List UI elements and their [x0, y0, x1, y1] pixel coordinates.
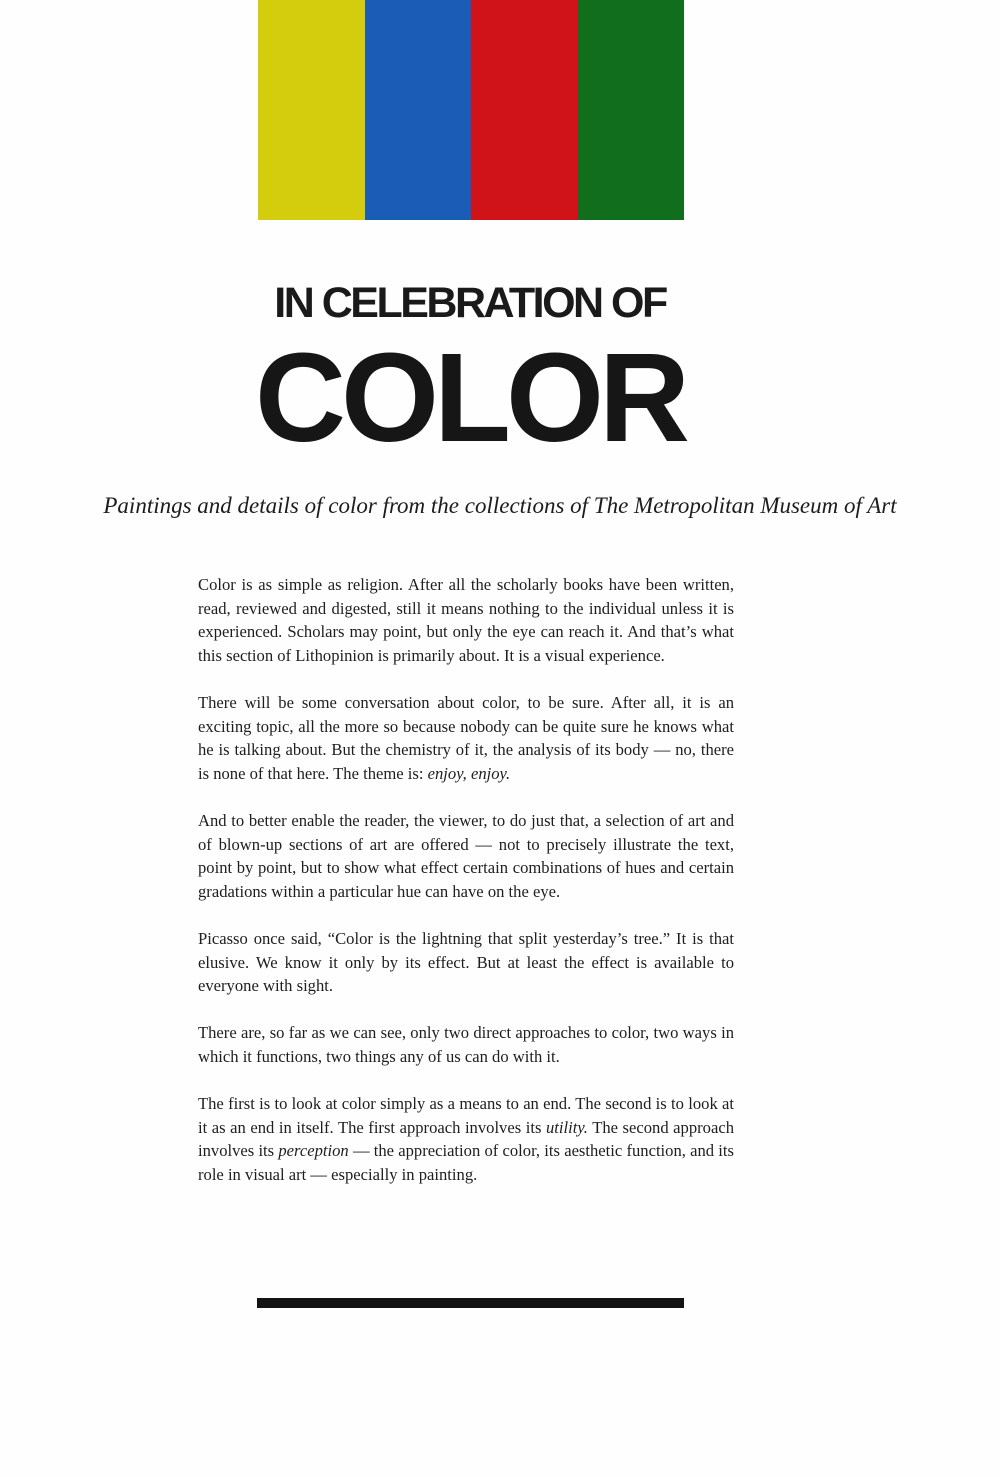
body-text: [198, 573, 734, 1210]
blue-bar: [365, 0, 472, 220]
paragraph-4: Picasso once said, “Color is the lightning that split yesterday’s tree.” It is that elusive. We know it only by its effect. But at least the effect is available to everyone with sight.: [198, 928, 734, 996]
subtitle: Paintings and details of color from the collections of The Metropolitan Museum of Art: [103, 493, 897, 518]
paragraph-6-text-c: — the appreciation of color, its aesthetic function, and its role in visual art — especially in painting.: [198, 1141, 734, 1184]
color-bars: [258, 0, 684, 220]
green-bar: [578, 0, 685, 220]
paragraph-2-emphasis: enjoy, enjoy.: [427, 763, 511, 783]
yellow-bar: [258, 0, 365, 220]
paragraph-1: Color is as simple as religion. After all the scholarly books have been written, read, reviewed and digested, still it means nothing to the individual unless it is experienced. Scholars may point, but only the eye can reach it. And that’s what this section of Lithopinion is primarily about. It is a visual experience.: [198, 575, 734, 665]
paragraph-6-text-b: The second approach involves its: [198, 1117, 734, 1161]
paragraph-6-emphasis-utility: utility.: [545, 1117, 588, 1137]
page-title: COLOR: [255, 327, 685, 468]
paragraph-6-emphasis-perception: perception: [278, 1141, 349, 1161]
paragraph-2-text: There will be some conversation about color, to be sure. After all, it is an exciting topic, all the more so because nobody can be quite sure he knows what he is talking about. But the chemistry of it, the analysis of its body — no, there is none of that here. The theme is:: [198, 692, 734, 783]
title-kicker: IN CELEBRATION OF: [274, 279, 666, 327]
red-bar: [471, 0, 578, 220]
paragraph-6-text-a: The first is to look at color simply as a means to an end. The second is to look at it as an end in itself. The first approach involves its: [198, 1094, 734, 1137]
paragraph-3: And to better enable the reader, the viewer, to do just that, a selection of art and of blown-up sections of art are offered — not to precisely illustrate the text, point by point, but to show what effect certain combinations of hues and certain gradations within a particular hue can have on the eye.: [198, 810, 734, 901]
paragraph-5: There are, so far as we can see, only two direct approaches to color, two ways in which it functions, two things any of us can do with it.: [198, 1023, 734, 1066]
paragraph-2: [198, 691, 734, 785]
paragraph-6: [198, 1092, 734, 1186]
bottom-rule: [257, 1298, 684, 1308]
